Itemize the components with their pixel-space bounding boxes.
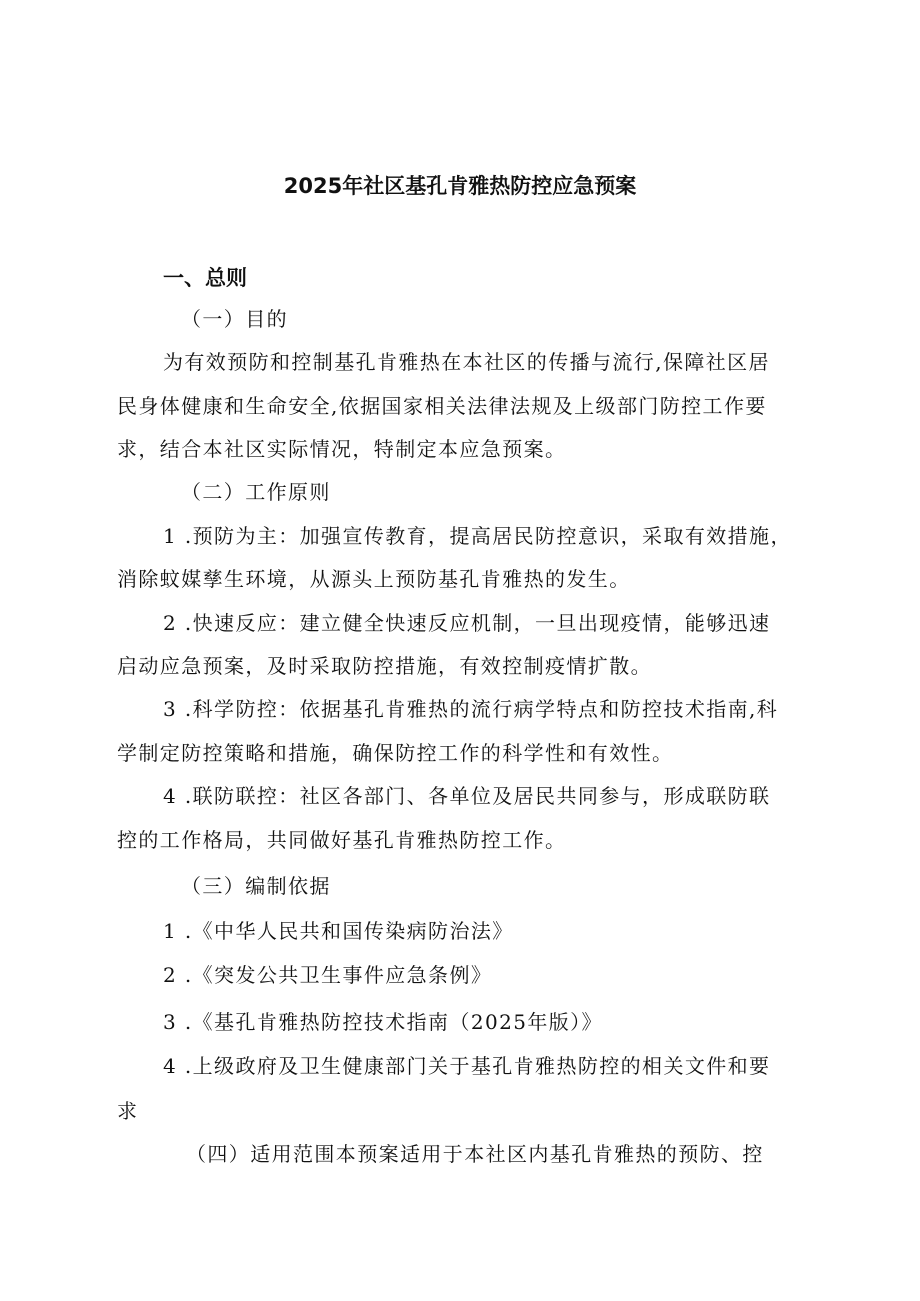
list-item-line: 3 .科学防控：依据基孔肯雅热的流行病学特点和防控技术指南,科 <box>163 697 779 721</box>
paragraph-line: 为有效预防和控制基孔肯雅热在本社区的传播与流行,保障社区居 <box>163 350 770 374</box>
list-item-line: 控的工作格局，共同做好基孔肯雅热防控工作。 <box>117 828 567 852</box>
list-item-line: 3 .《基孔肯雅热防控技术指南（2025年版）》 <box>163 1010 603 1034</box>
list-item-line: 消除蚊媒孳生环境，从源头上预防基孔肯雅热的发生。 <box>117 567 631 591</box>
section-heading-general: 一、总则 <box>163 266 247 290</box>
subheading-principles: （二）工作原则 <box>181 480 331 504</box>
paragraph-line: 民身体健康和生命安全,依据国家相关法律法规及上级部门防控工作要 <box>117 394 767 418</box>
subheading-scope: （四）适用范围本预案适用于本社区内基孔肯雅热的预防、控 <box>186 1142 764 1166</box>
list-item-line: 2 .快速反应：建立健全快速反应机制，一旦出现疫情，能够迅速 <box>163 611 771 635</box>
list-item-line: 2 .《突发公共卫生事件应急条例》 <box>163 963 493 987</box>
list-item-line: 4 .联防联控：社区各部门、各单位及居民共同参与，形成联防联 <box>163 784 771 808</box>
list-item-line: 1 .《中华人民共和国传染病防治法》 <box>163 919 514 943</box>
document-title: 2025年社区基孔肯雅热防控应急预案 <box>283 174 637 198</box>
list-item-line: 4 .上级政府及卫生健康部门关于基孔肯雅热防控的相关文件和要 <box>163 1054 771 1078</box>
list-item-line: 启动应急预案，及时采取防控措施，有效控制疫情扩散。 <box>117 654 652 678</box>
subheading-basis: （三）编制依据 <box>181 874 331 898</box>
paragraph-line: 求，结合本社区实际情况，特制定本应急预案。 <box>117 437 567 461</box>
list-item-line: 1 .预防为主：加强宣传教育，提高居民防控意识，采取有效措施， <box>163 524 792 548</box>
subheading-purpose: （一）目的 <box>181 307 288 331</box>
list-item-line: 求 <box>117 1099 139 1123</box>
list-item-line: 学制定防控策略和措施，确保防控工作的科学性和有效性。 <box>117 741 674 765</box>
